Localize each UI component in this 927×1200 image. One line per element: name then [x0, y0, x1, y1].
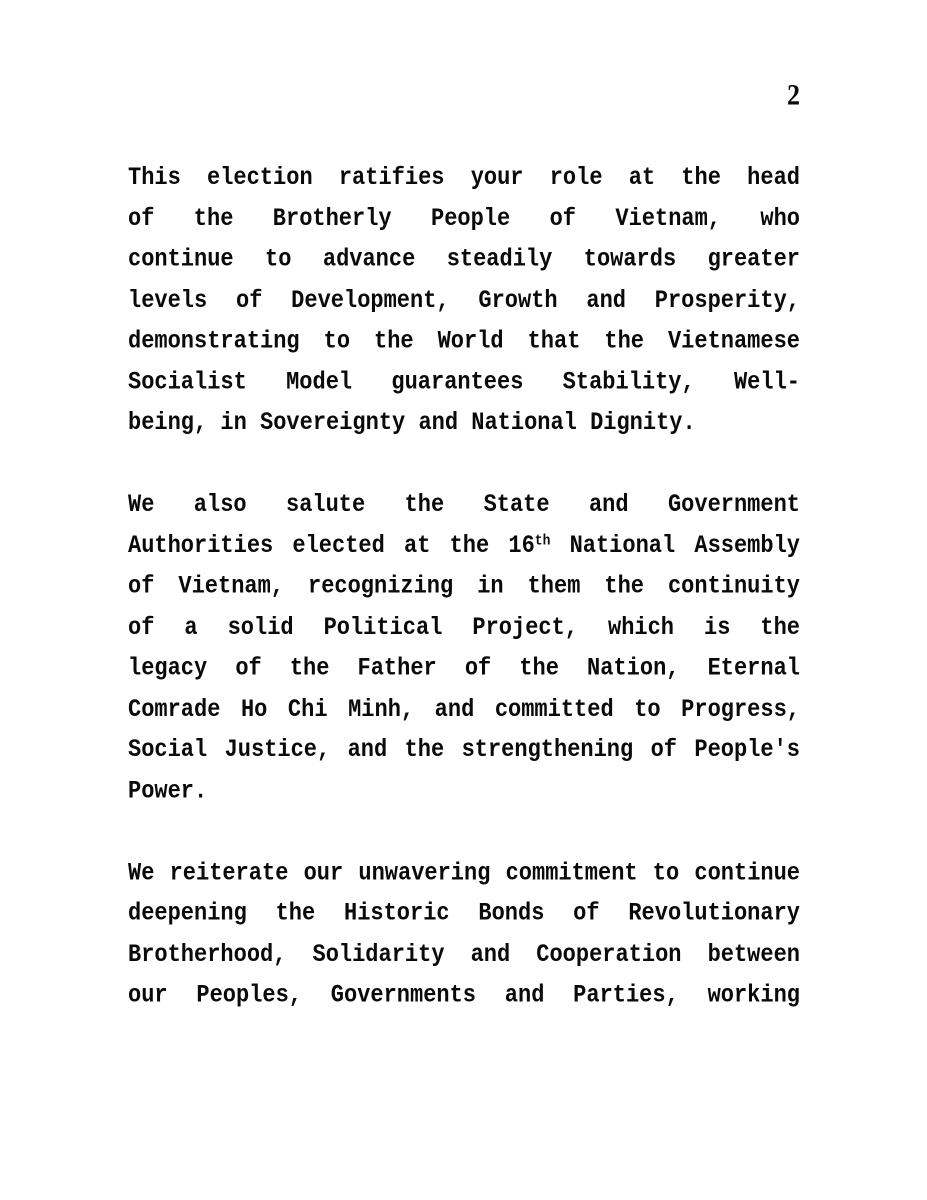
text-line: deepening the Historic Bonds of Revolutionary — [128, 899, 800, 928]
text-line: We reiterate our unwavering commitment to continue — [128, 858, 800, 887]
text-line: levels of Development, Growth and Prosperity, — [128, 286, 800, 315]
text-line: demonstrating to the World that the Vietnamese — [128, 327, 800, 356]
text-line: legacy of the Father of the Nation, Eternal — [128, 654, 800, 683]
text-line: being, in Sovereignty and National Dignity. — [128, 408, 696, 437]
paragraph — [128, 853, 800, 1017]
text-line: of a solid Political Project, which is the — [128, 613, 800, 642]
text-line: of Vietnam, recognizing in them the continuity — [128, 572, 800, 601]
paragraph — [128, 485, 800, 812]
text-line: our Peoples, Governments and Parties, working — [128, 981, 800, 1010]
text-line: of the Brotherly People of Vietnam, who — [128, 204, 800, 233]
text-line: This election ratifies your role at the head — [128, 163, 800, 192]
text-segment: National Assembly — [550, 531, 800, 560]
ordinal-superscript: th — [534, 531, 551, 549]
paragraph — [128, 158, 800, 444]
document-body — [128, 158, 800, 1016]
text-line: Social Justice, and the strengthening of People's — [128, 735, 800, 764]
text-line: Socialist Model guarantees Stability, Well- — [128, 368, 800, 396]
text-segment: Authorities elected at the 16 — [128, 531, 535, 560]
text-line: Brotherhood, Solidarity and Cooperation between — [128, 940, 800, 969]
page-number: 2 — [787, 78, 800, 112]
text-line: We also salute the State and Government — [128, 490, 800, 519]
text-line: Comrade Ho Chi Minh, and committed to Progress, — [128, 695, 800, 724]
text-line: continue to advance steadily towards greater — [128, 245, 800, 274]
text-line-with-superscript — [128, 526, 800, 567]
text-line: Power. — [128, 776, 208, 805]
